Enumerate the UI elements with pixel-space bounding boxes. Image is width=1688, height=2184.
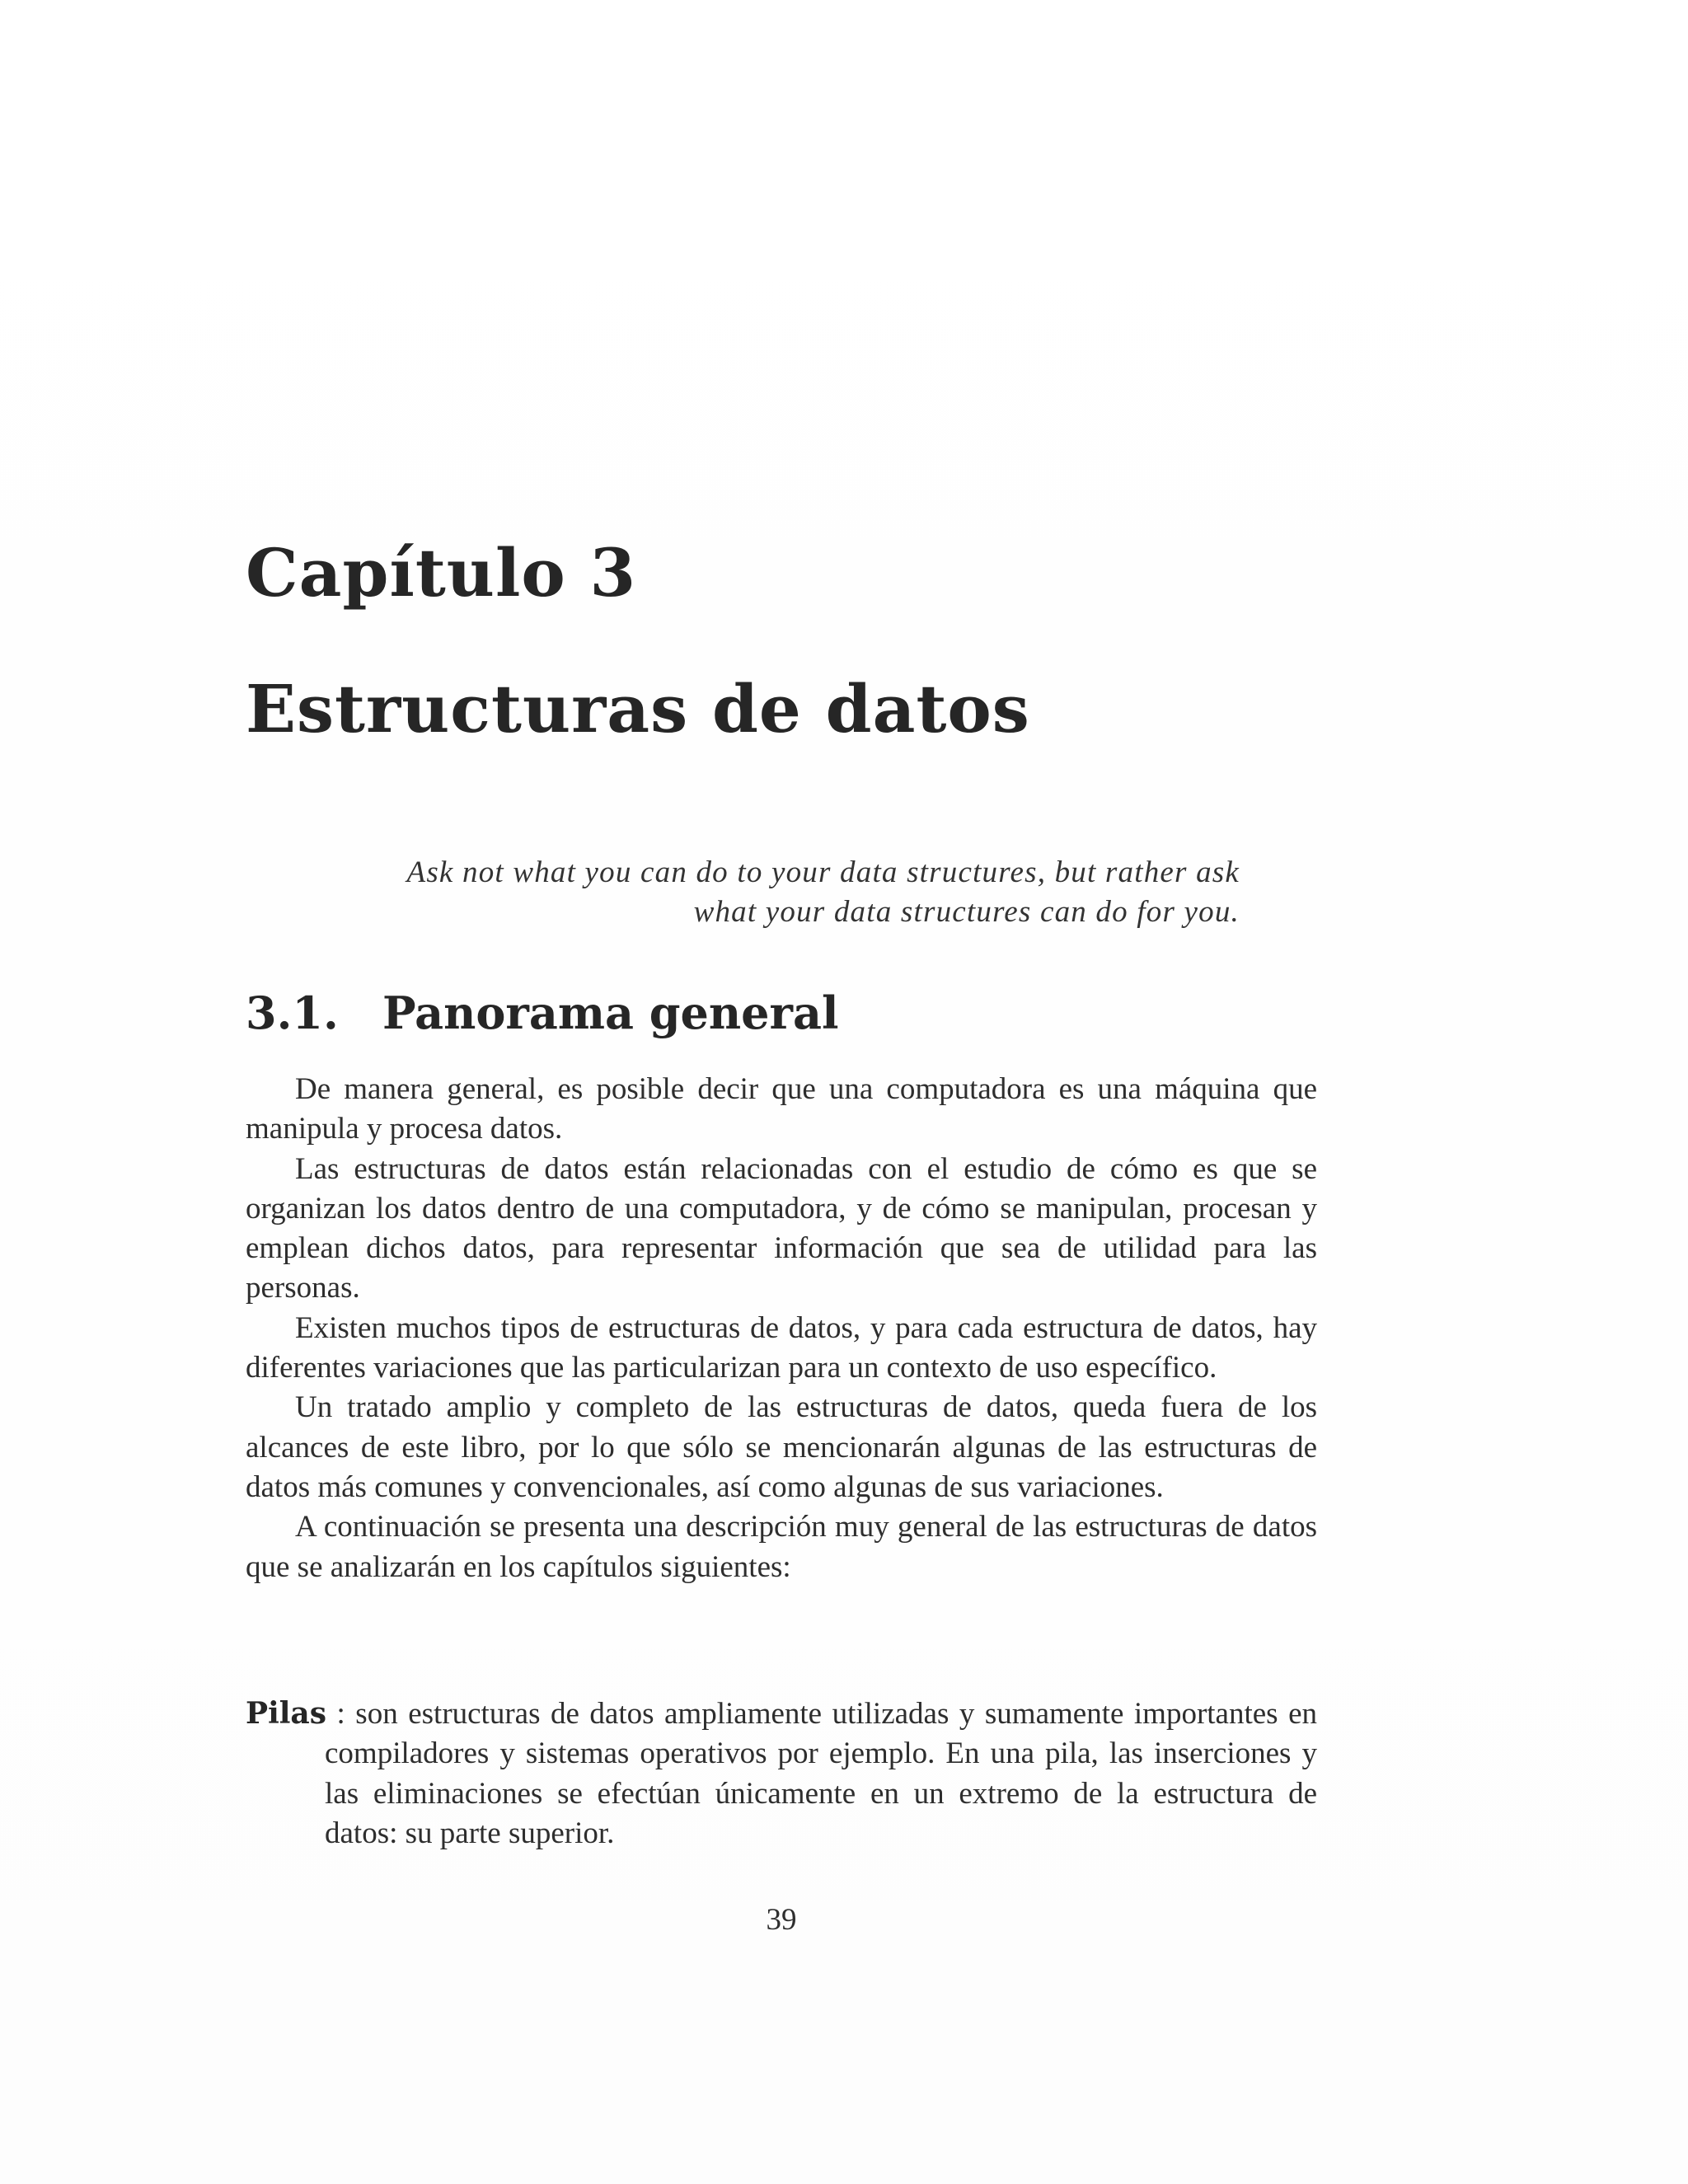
paragraph: De manera general, es posible decir que una computadora es una máquina que manipula y procesa datos. [246,1072,1317,1146]
section-heading [246,985,838,1041]
definition-term: Pilas [246,1696,327,1731]
section-number: 3.1. [246,987,339,1039]
paragraph: A continuación se presenta una descripción muy general de las estructuras de datos que se analizarán en los capítulos siguientes: [246,1510,1317,1584]
paragraph: Las estructuras de datos están relacionadas con el estudio de cómo es que se organizan los datos dentro de una computadora, y de cómo se manipulan, procesan y emplean dichos datos, para representar información que sea de utilidad para las personas. [246,1151,1317,1305]
definition-item [246,1694,1317,1854]
section-title: Panorama general [382,987,839,1039]
epigraph [336,853,1240,932]
epigraph-line-2: what your data structures can do for you. [693,895,1240,929]
body-text [246,1070,1317,1587]
epigraph-line-1: Ask not what you can do to your data structures, but rather ask [406,855,1240,889]
page-number: 39 [766,1903,797,1937]
paragraph: Un tratado amplio y completo de las estructuras de datos, queda fuera de los alcances de este libro, por lo que sólo se mencionarán algunas de las estructuras de datos más comunes y convencionales, así como algunas de sus variaciones. [246,1390,1317,1504]
definition-list [246,1694,1317,1854]
chapter-label: Capítulo 3 [246,534,637,612]
definition-text: : son estructuras de datos ampliamente utilizadas y sumamente importantes en compiladores y sistemas operativos por ejemplo. En una pila, las inserciones y las eliminaciones se efectúan únicamente en un extremo de la estructura de datos: su parte superior. [325,1697,1317,1850]
chapter-title: Estructuras de datos [246,670,1030,748]
paragraph: Existen muchos tipos de estructuras de datos, y para cada estructura de datos, hay diferentes variaciones que las particularizan para un contexto de uso específico. [246,1310,1317,1385]
